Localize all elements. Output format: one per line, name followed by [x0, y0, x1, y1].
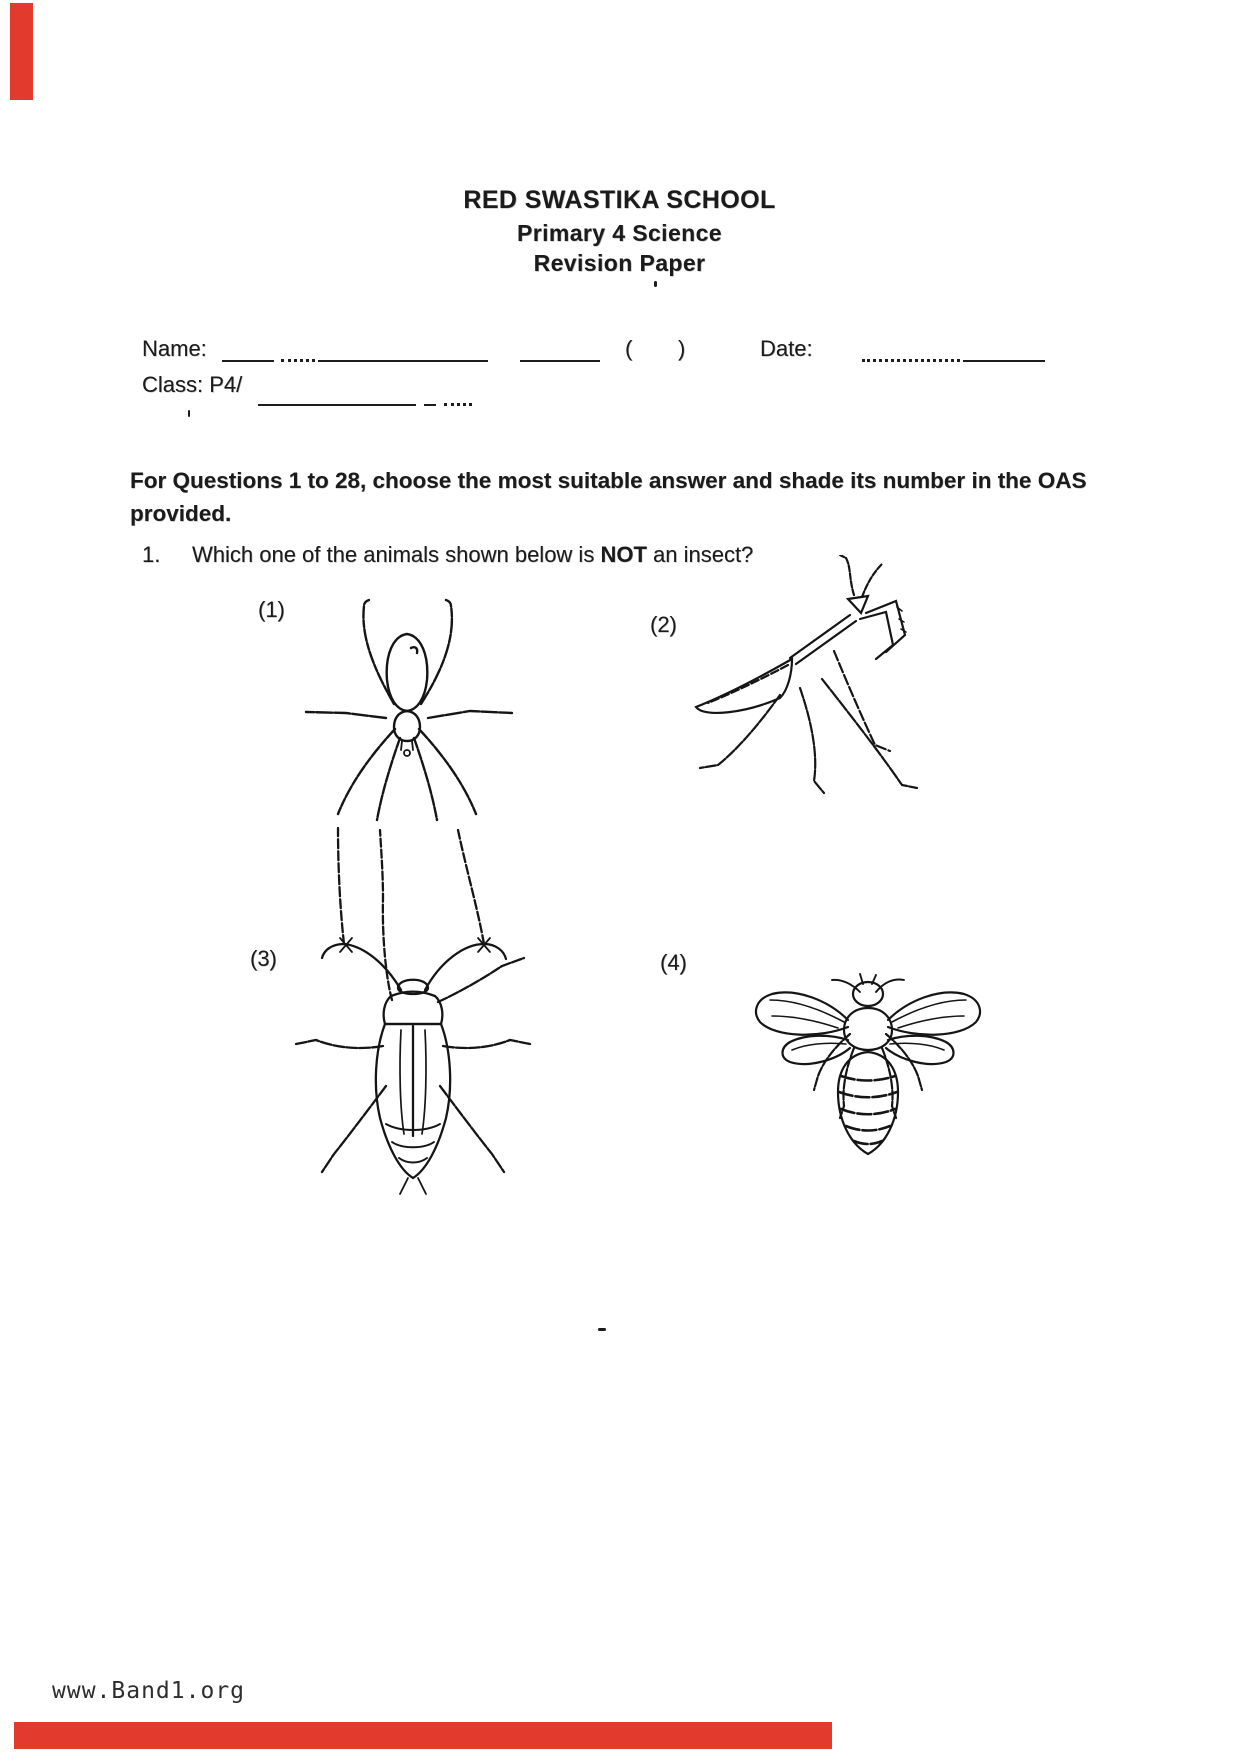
red-scan-mark-bottom — [14, 1722, 832, 1749]
option-label-2: (2) — [650, 612, 677, 637]
question-text — [192, 542, 753, 568]
question-text-not: NOT — [600, 542, 647, 567]
name-underline-dots — [281, 359, 315, 362]
class-underline-segment — [258, 404, 416, 406]
option-label-1: (1) — [258, 597, 285, 622]
ink-speck — [654, 281, 657, 287]
section-instructions: For Questions 1 to 28, choose the most suitable answer and shade its number in the OAS provided. — [130, 468, 1087, 526]
option-label-3: (3) — [250, 946, 277, 971]
name-label: Name: — [142, 336, 207, 361]
spider-illustration — [298, 598, 516, 826]
date-underline-dots — [862, 359, 960, 362]
footer-watermark: www.Band1.org — [52, 1678, 246, 1704]
praying-mantis-illustration — [672, 555, 982, 800]
school-name: RED SWASTIKA SCHOOL — [463, 186, 776, 214]
class-underline-dots — [444, 403, 472, 406]
name-underline-segment — [222, 360, 274, 362]
red-scan-mark-top-left — [10, 3, 33, 100]
bee-illustration — [748, 972, 993, 1172]
class-underline-dash — [424, 404, 436, 406]
level-subject: Primary 4 Science — [517, 220, 722, 246]
beetle-illustration — [288, 818, 538, 1203]
question-text-after: an insect? — [646, 542, 754, 567]
register-paren-close: ) — [678, 336, 686, 361]
ink-speck — [598, 1328, 606, 1331]
name-underline-segment — [520, 360, 600, 362]
class-label: Class: P4/ — [142, 372, 243, 397]
name-underline-segment — [318, 360, 488, 362]
ink-speck — [188, 410, 190, 417]
register-paren-open: ( — [625, 336, 633, 361]
date-underline-segment — [963, 360, 1045, 362]
paper-type: Revision Paper — [533, 250, 706, 276]
option-label-4: (4) — [660, 950, 687, 975]
date-label: Date: — [760, 336, 813, 361]
question-number: 1. — [142, 542, 161, 567]
question-text-before: Which one of the animals shown below is — [192, 542, 601, 567]
